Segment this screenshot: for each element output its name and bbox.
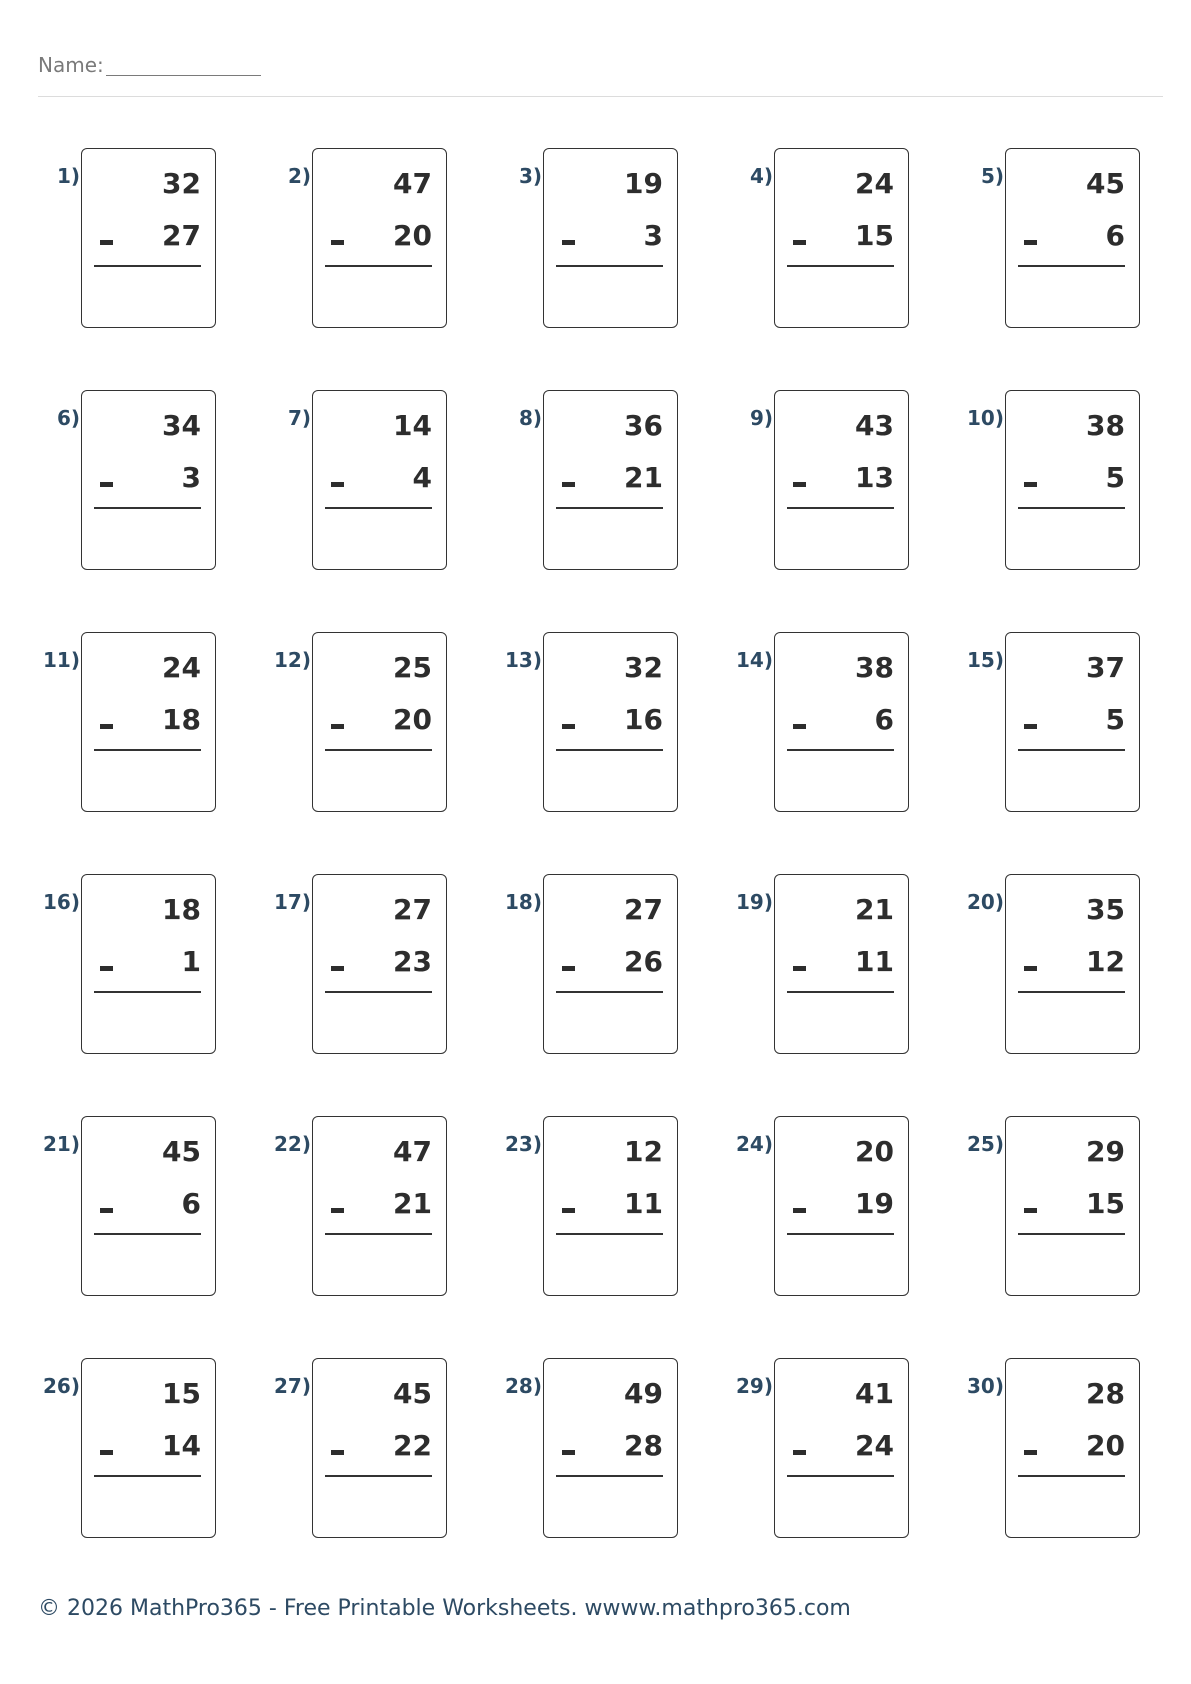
minus-sign-icon [331,240,344,245]
minus-sign-icon [331,724,344,729]
minus-sign-icon [331,482,344,487]
subtrahend: 15 [1086,1187,1125,1220]
minus-sign-icon [1024,482,1037,487]
minuend: 32 [162,167,201,200]
minuend: 15 [162,1377,201,1410]
problem-box[interactable] [81,1358,216,1538]
minus-sign-icon [331,966,344,971]
problem-box[interactable] [774,874,909,1054]
problem-box[interactable] [312,632,447,812]
minuend: 37 [1086,651,1125,684]
subtrahend: 19 [855,1187,894,1220]
subtrahend: 28 [624,1429,663,1462]
problem-number: 9) [749,406,773,430]
answer-line [94,1233,201,1235]
problem-item [0,1358,220,1542]
minuend: 20 [855,1135,894,1168]
minus-sign-icon [793,240,806,245]
minus-sign-icon [100,482,113,487]
subtrahend: 20 [393,219,432,252]
minuend: 45 [393,1377,432,1410]
problem-box[interactable] [774,148,909,328]
subtrahend: 13 [855,461,894,494]
answer-line [787,265,894,267]
problem-box[interactable] [543,1358,678,1538]
problem-box[interactable] [543,148,678,328]
problem-number: 28) [505,1374,542,1398]
minuend: 47 [393,1135,432,1168]
minuend: 38 [1086,409,1125,442]
problem-box[interactable] [81,390,216,570]
problem-item [693,1358,913,1542]
minuend: 47 [393,167,432,200]
answer-line [787,749,894,751]
problem-item [231,1116,451,1300]
minus-sign-icon [562,482,575,487]
problem-item [693,874,913,1058]
problem-item [924,390,1144,574]
problem-box[interactable] [774,1358,909,1538]
minus-sign-icon [562,240,575,245]
subtrahend: 20 [1086,1429,1125,1462]
problem-box[interactable] [1005,632,1140,812]
subtrahend: 16 [624,703,663,736]
problem-item [924,1116,1144,1300]
problem-box[interactable] [1005,1116,1140,1296]
problem-number: 10) [967,406,1004,430]
answer-line [325,507,432,509]
answer-line [1018,507,1125,509]
problem-number: 4) [749,164,773,188]
minuend: 32 [624,651,663,684]
problem-item [924,1358,1144,1542]
problem-number: 24) [736,1132,773,1156]
problem-box[interactable] [312,390,447,570]
answer-line [556,991,663,993]
subtrahend: 21 [393,1187,432,1220]
problem-number: 26) [43,1374,80,1398]
minus-sign-icon [793,482,806,487]
minus-sign-icon [1024,1450,1037,1455]
answer-line [94,749,201,751]
problem-item [231,874,451,1058]
problem-box[interactable] [1005,390,1140,570]
answer-line [556,749,663,751]
problem-number: 19) [736,890,773,914]
problem-box[interactable] [1005,148,1140,328]
name-label: Name: [38,53,104,77]
minus-sign-icon [1024,724,1037,729]
minus-sign-icon [562,1450,575,1455]
answer-line [325,1475,432,1477]
problem-item [231,148,451,332]
minuend: 21 [855,893,894,926]
problem-number: 15) [967,648,1004,672]
minuend: 18 [162,893,201,926]
minus-sign-icon [331,1208,344,1213]
problem-item [693,148,913,332]
minus-sign-icon [100,1208,113,1213]
minuend: 27 [624,893,663,926]
problem-item [0,874,220,1058]
subtrahend: 6 [874,703,894,736]
subtrahend: 6 [1105,219,1125,252]
problem-box[interactable] [543,874,678,1054]
answer-line [556,1475,663,1477]
minuend: 28 [1086,1377,1125,1410]
answer-line [325,265,432,267]
minus-sign-icon [331,1450,344,1455]
problem-number: 16) [43,890,80,914]
subtrahend: 23 [393,945,432,978]
problem-box[interactable] [543,1116,678,1296]
problem-item [231,632,451,816]
problem-number: 27) [274,1374,311,1398]
answer-line [94,507,201,509]
minuend: 14 [393,409,432,442]
problem-item [0,1116,220,1300]
answer-line [1018,991,1125,993]
problem-box[interactable] [312,1358,447,1538]
problem-item [231,390,451,574]
answer-line [787,507,894,509]
minuend: 38 [855,651,894,684]
answer-line [556,507,663,509]
subtrahend: 1 [181,945,201,978]
problem-box[interactable] [81,1116,216,1296]
problem-number: 25) [967,1132,1004,1156]
problem-item [462,1116,682,1300]
problem-number: 23) [505,1132,542,1156]
minuend: 34 [162,409,201,442]
answer-line [1018,749,1125,751]
problem-number: 17) [274,890,311,914]
minuend: 43 [855,409,894,442]
problem-item [0,390,220,574]
problem-number: 13) [505,648,542,672]
problem-number: 18) [505,890,542,914]
problem-number: 2) [287,164,311,188]
subtrahend: 3 [181,461,201,494]
problem-item [462,390,682,574]
minus-sign-icon [100,1450,113,1455]
subtrahend: 6 [181,1187,201,1220]
minus-sign-icon [793,1450,806,1455]
minuend: 12 [624,1135,663,1168]
problem-item [693,1116,913,1300]
problem-number: 20) [967,890,1004,914]
subtrahend: 15 [855,219,894,252]
answer-line [94,265,201,267]
answer-line [94,991,201,993]
problem-box[interactable] [543,390,678,570]
problem-item [0,632,220,816]
problem-box[interactable] [312,874,447,1054]
minus-sign-icon [793,1208,806,1213]
subtrahend: 27 [162,219,201,252]
minus-sign-icon [100,966,113,971]
answer-line [1018,1475,1125,1477]
minuend: 25 [393,651,432,684]
problem-number: 8) [518,406,542,430]
answer-line [787,991,894,993]
problem-number: 14) [736,648,773,672]
problem-item [693,390,913,574]
minus-sign-icon [793,966,806,971]
problem-box[interactable] [774,632,909,812]
problem-box[interactable] [543,632,678,812]
subtrahend: 3 [643,219,663,252]
minuend: 45 [162,1135,201,1168]
problem-box[interactable] [81,148,216,328]
problem-item [462,874,682,1058]
problem-box[interactable] [1005,1358,1140,1538]
problem-number: 30) [967,1374,1004,1398]
subtrahend: 18 [162,703,201,736]
answer-line [325,749,432,751]
minus-sign-icon [1024,966,1037,971]
subtrahend: 14 [162,1429,201,1462]
problem-item [693,632,913,816]
subtrahend: 5 [1105,461,1125,494]
problem-number: 3) [518,164,542,188]
problem-item [924,632,1144,816]
problem-box[interactable] [774,1116,909,1296]
problem-item [231,1358,451,1542]
answer-line [556,265,663,267]
problem-box[interactable] [81,632,216,812]
minus-sign-icon [1024,1208,1037,1213]
subtrahend: 11 [624,1187,663,1220]
problem-box[interactable] [774,390,909,570]
minus-sign-icon [100,724,113,729]
minuend: 19 [624,167,663,200]
subtrahend: 5 [1105,703,1125,736]
problem-box[interactable] [312,1116,447,1296]
minuend: 41 [855,1377,894,1410]
minuend: 27 [393,893,432,926]
subtrahend: 4 [412,461,432,494]
answer-line [787,1475,894,1477]
problem-number: 5) [980,164,1004,188]
subtrahend: 20 [393,703,432,736]
problem-number: 11) [43,648,80,672]
minuend: 35 [1086,893,1125,926]
problem-number: 12) [274,648,311,672]
minuend: 36 [624,409,663,442]
problem-box[interactable] [81,874,216,1054]
answer-line [1018,1233,1125,1235]
subtrahend: 12 [1086,945,1125,978]
minuend: 45 [1086,167,1125,200]
problem-number: 29) [736,1374,773,1398]
problem-box[interactable] [1005,874,1140,1054]
problem-number: 1) [56,164,80,188]
problem-box[interactable] [312,148,447,328]
answer-line [94,1475,201,1477]
problem-item [462,632,682,816]
answer-line [787,1233,894,1235]
problem-item [462,148,682,332]
subtrahend: 11 [855,945,894,978]
subtrahend: 21 [624,461,663,494]
minus-sign-icon [562,1208,575,1213]
answer-line [556,1233,663,1235]
minuend: 49 [624,1377,663,1410]
answer-line [1018,265,1125,267]
minus-sign-icon [562,966,575,971]
minuend: 29 [1086,1135,1125,1168]
problem-number: 21) [43,1132,80,1156]
minus-sign-icon [100,240,113,245]
footer-copyright: © 2026 MathPro365 - Free Printable Worksheets. wwww.mathpro365.com [38,1596,851,1621]
problem-item [462,1358,682,1542]
minus-sign-icon [1024,240,1037,245]
subtrahend: 22 [393,1429,432,1462]
problem-item [0,148,220,332]
problem-number: 6) [56,406,80,430]
subtrahend: 24 [855,1429,894,1462]
minuend: 24 [855,167,894,200]
problem-item [924,148,1144,332]
minuend: 24 [162,651,201,684]
problem-item [924,874,1144,1058]
subtrahend: 26 [624,945,663,978]
minus-sign-icon [793,724,806,729]
minus-sign-icon [562,724,575,729]
problem-number: 7) [287,406,311,430]
answer-line [325,991,432,993]
answer-line [325,1233,432,1235]
problem-number: 22) [274,1132,311,1156]
